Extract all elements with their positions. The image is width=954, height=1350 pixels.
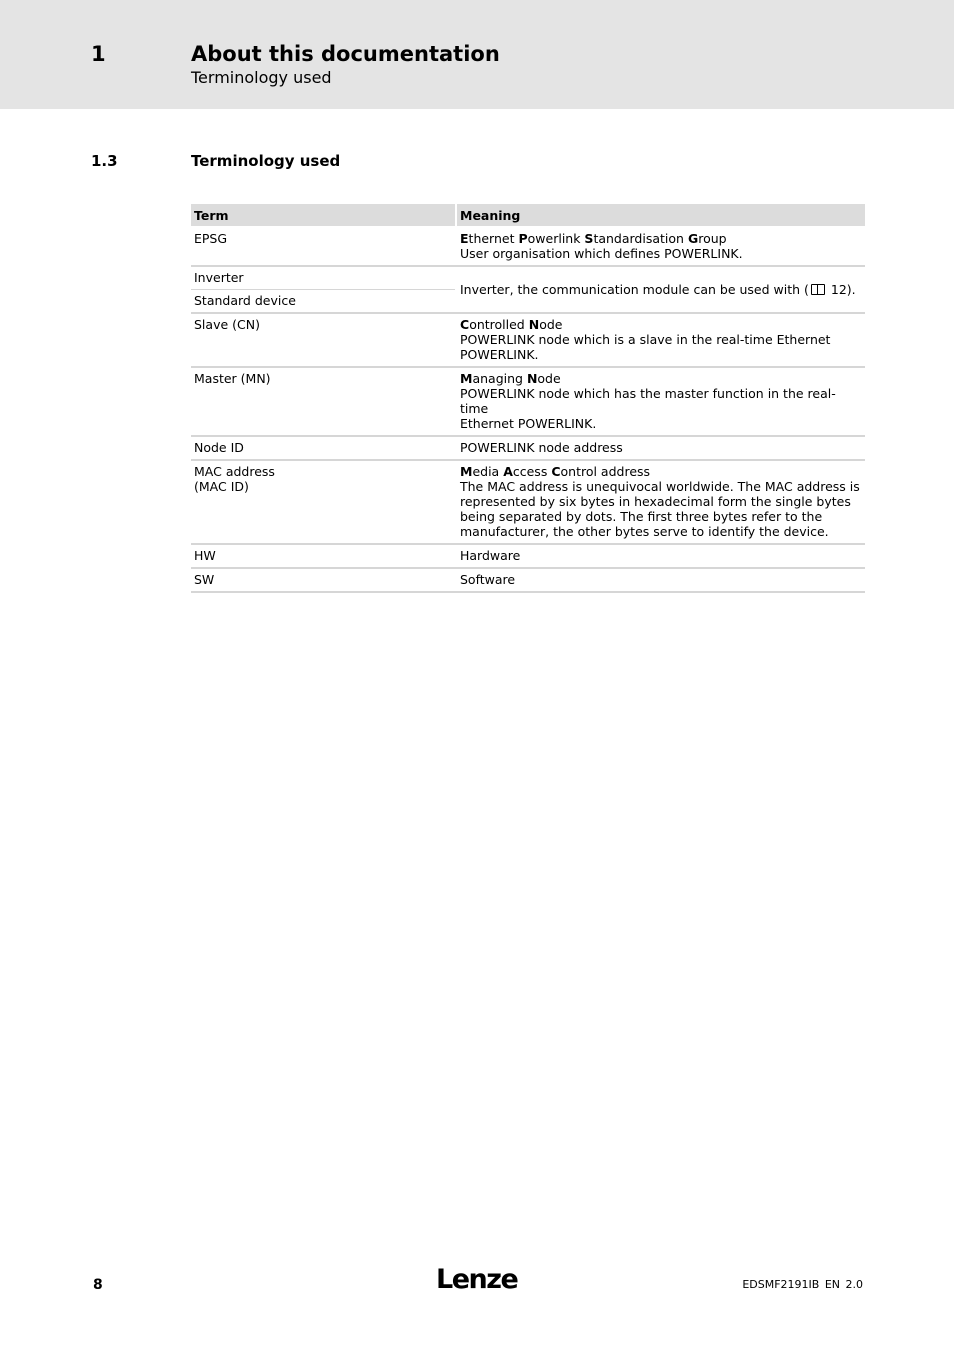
meaning-acronym: [460, 231, 862, 246]
acronym-letter: C: [551, 464, 561, 479]
meaning-text: POWERLINK node address: [460, 440, 623, 455]
acronym-letter: N: [528, 317, 540, 332]
acronym-word: ode: [537, 371, 561, 386]
acronym-word: tandardisation: [593, 231, 688, 246]
table-row: [191, 460, 865, 544]
table-row: [191, 227, 865, 266]
column-header-meaning: Meaning: [456, 204, 865, 227]
meaning-text: being separated by dots. The first three bytes refer to the: [460, 509, 823, 524]
acronym-letter: S: [584, 231, 594, 246]
term-text: HW: [194, 548, 216, 563]
document-id: EDSMF2191IB EN 2.0: [742, 1278, 863, 1291]
terminology-table: [191, 204, 865, 593]
acronym-word: ontrolled: [469, 317, 529, 332]
table-row: [191, 568, 865, 592]
acronym-word: ode: [539, 317, 563, 332]
table-row: [191, 436, 865, 460]
term-text: EPSG: [194, 231, 228, 246]
chapter-subtitle: Terminology used: [191, 68, 332, 87]
meaning-cell: [456, 460, 865, 544]
term-text: SW: [194, 572, 215, 587]
chapter-title: About this documentation: [191, 42, 500, 66]
table-body: [191, 227, 865, 592]
table-row: [191, 313, 865, 367]
acronym-word: edia: [472, 464, 504, 479]
table-row: [191, 544, 865, 568]
column-header-term: Term: [191, 204, 456, 227]
acronym-letter: M: [460, 371, 473, 386]
term-cell: [191, 460, 456, 544]
table-row: [191, 266, 865, 290]
acronym-word: ontrol address: [560, 464, 651, 479]
chapter-number: 1: [91, 42, 106, 66]
meaning-acronym: [460, 464, 862, 479]
meaning-cell: [456, 544, 865, 568]
term-cell: [191, 266, 456, 290]
page-number: 8: [93, 1277, 103, 1293]
acronym-letter: G: [687, 231, 699, 246]
meaning-text: The MAC address is unequivocal worldwide. The MAC address is: [460, 479, 860, 494]
acronym-letter: M: [460, 464, 473, 479]
term-text: MAC address: [194, 464, 275, 479]
table-row: [191, 367, 865, 436]
meaning-text: POWERLINK.: [460, 347, 539, 362]
meaning-text: Ethernet POWERLINK.: [460, 416, 597, 431]
term-text: (MAC ID): [194, 479, 249, 494]
book-reference-icon: [811, 284, 825, 295]
meaning-text: User organisation which defines POWERLINK.: [460, 246, 743, 261]
term-cell: [191, 227, 456, 266]
term-cell: [191, 367, 456, 436]
term-cell: [191, 290, 456, 314]
term-text: Standard device: [194, 293, 296, 308]
meaning-cell: [456, 266, 865, 313]
term-cell: [191, 436, 456, 460]
meaning-acronym: [460, 371, 862, 386]
term-cell: [191, 313, 456, 367]
acronym-word: roup: [698, 231, 727, 246]
meaning-text: [460, 282, 862, 297]
meaning-text: represented by six bytes in hexadecimal form the single bytes: [460, 494, 851, 509]
term-text: Slave (CN): [194, 317, 260, 332]
meaning-cell: [456, 227, 865, 266]
term-text: Master (MN): [194, 371, 271, 386]
acronym-letter: N: [526, 371, 538, 386]
meaning-acronym: [460, 317, 862, 332]
acronym-letter: C: [460, 317, 470, 332]
acronym-letter: A: [503, 464, 513, 479]
meaning-text: Software: [460, 572, 516, 587]
acronym-letter: P: [518, 231, 528, 246]
meaning-text: manufacturer, the other bytes serve to identify the device.: [460, 524, 829, 539]
term-text: Inverter: [194, 270, 244, 285]
table-header-row: [191, 204, 865, 227]
term-cell: [191, 544, 456, 568]
meaning-text: Hardware: [460, 548, 521, 563]
acronym-letter: E: [460, 231, 469, 246]
acronym-word: anaging: [472, 371, 527, 386]
meaning-text-pre: Inverter, the communication module can be used with (: [460, 281, 809, 297]
meaning-cell: [456, 436, 865, 460]
meaning-cell: [456, 568, 865, 592]
meaning-text: POWERLINK node which is a slave in the real-time Ethernet: [460, 332, 831, 347]
lenze-logo: Lenze: [436, 1264, 518, 1295]
meaning-cell: [456, 313, 865, 367]
section-title: Terminology used: [191, 152, 341, 170]
section-number: 1.3: [91, 152, 118, 170]
meaning-text: POWERLINK node which has the master function in the real-time: [460, 386, 836, 416]
term-text: Node ID: [194, 440, 244, 455]
page-reference: 12: [830, 281, 847, 297]
meaning-cell: [456, 367, 865, 436]
acronym-word: owerlink: [527, 231, 585, 246]
acronym-word: thernet: [468, 231, 519, 246]
acronym-word: ccess: [512, 464, 552, 479]
term-cell: [191, 568, 456, 592]
meaning-text-post: ).: [846, 281, 856, 297]
